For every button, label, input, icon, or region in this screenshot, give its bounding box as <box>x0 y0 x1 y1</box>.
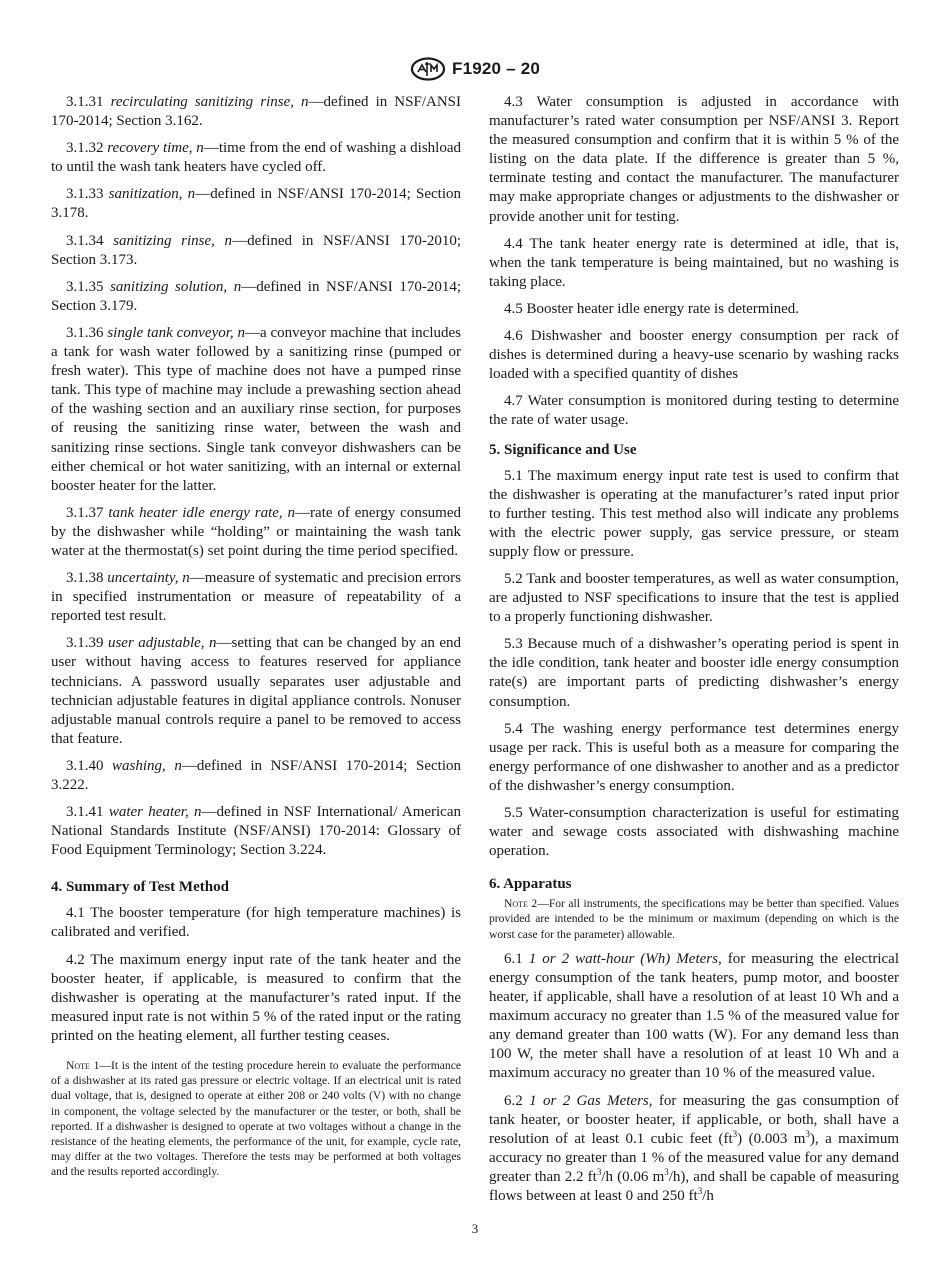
astm-logo-icon <box>410 57 446 81</box>
paragraph-4-1: 4.1 The booster temperature (for high temperature machines) is calibrated and verified. <box>51 905 461 941</box>
paragraph-3-1-31 <box>51 93 461 131</box>
paragraph-5-2: 5.2 Tank and booster temperatures, as well as water consumption, are adjusted to NSF specifications to insure that the test is applied to a properly functioning dishwasher. <box>489 570 899 626</box>
definition-text: —defined in NSF/ANSI 170-2014; Section 3.179. <box>51 278 461 314</box>
page-number: 3 <box>471 1221 479 1236</box>
right-column <box>489 93 899 1214</box>
defined-term: 1 or 2 Gas Meters, <box>529 1092 653 1109</box>
paragraph-number: 3.1.36 <box>66 324 104 341</box>
paragraph-4-7: 4.7 Water consumption is monitored during testing to determine the rate of water usage. <box>489 393 899 429</box>
definition-text: —measure of systematic and precision errors in specified instrumentation or measure of repeatability of a reported test result. <box>51 570 461 625</box>
paragraph-3-1-41 <box>51 803 461 860</box>
definition-text: —defined in NSF/ANSI 170-2014; Section 3.162. <box>51 94 461 130</box>
paragraph-3-1-34 <box>51 232 461 270</box>
definition-text: —a conveyor machine that includes a tank for wash water followed by a sanitizing rinse (pumped or fresh water). This type of machine does not have a pumped rinse tank. This type of machine may include a prewashing section ahead of the washing section and an auxiliary rinse section, for purposes of reusing the sanitizing rinse water, between the wash and sanitizing rinse sections. Single tank conveyor dishwashers can be either chemical or hot water sanitizing, with an internal or external booster heater for the latter. <box>51 324 461 494</box>
definition-text: —rate of energy consumed by the dishwasher while “holding” or maintaining the wash tank water at the thermostat(s) set point during the time period specified. <box>51 504 461 559</box>
paragraph-number: 3.1.32 <box>66 140 104 157</box>
paragraph-number: 3.1.40 <box>66 757 104 774</box>
paragraph-5-3: 5.3 Because much of a dishwasher’s operating period is spent in the idle condition, tank heater and booster idle energy consumption rate(s) are important parts of predicting dishwasher’s energy consumption. <box>489 636 899 710</box>
paragraph-3-1-33 <box>51 185 461 223</box>
defined-term: sanitizing rinse, n <box>113 232 233 249</box>
definition-text: —defined in NSF International/ American National Standards Institute (NSF/ANSI) 170-2014: Glossary of Food Equipment Terminology; Section 3.224. <box>51 804 461 859</box>
defined-term: single tank conveyor, n <box>107 324 245 341</box>
defined-term: recovery time, n <box>107 140 204 157</box>
note-1 <box>51 1058 461 1180</box>
paragraph-number: 3.1.35 <box>66 278 104 295</box>
paragraph-number: 3.1.33 <box>66 186 104 203</box>
paragraph-4-4: 4.4 The tank heater energy rate is determined at idle, that is, when the tank temperature is being maintained, but no washing is taking place. <box>489 235 899 290</box>
paragraph-3-1-39 <box>51 634 461 749</box>
paragraph-3-1-37 <box>51 504 461 561</box>
section-heading-4: 4. Summary of Test Method <box>51 879 229 896</box>
paragraph-4-3: 4.3 Water consumption is adjusted in accordance with manufacturer’s rated water consumption per NSF/ANSI 3. Report the measured consumption and confirm that it is within 5 % of the listing on the data plate. If the difference is greater than 5 %, terminate testing and contact the manufacturer. The manufacturer may make appropriate changes or adjustments to the dishwasher or provide another unit for testing. <box>489 94 899 225</box>
definition-text: —defined in NSF/ANSI 170-2014; Section 3.178. <box>51 186 461 222</box>
defined-term: user adjustable, n <box>107 635 217 652</box>
paragraph-5-1: 5.1 The maximum energy input rate test is used to confirm that the dishwasher is operating at the manufacturer’s rated input prior to further testing. This test method also will indicate any problems with the electric power supply, gas service pressure, or steam supply flow or pressure. <box>489 467 899 560</box>
section-heading-6: 6. Apparatus <box>489 876 572 893</box>
paragraph-3-1-36 <box>51 324 461 496</box>
paragraph-number: 3.1.37 <box>66 504 104 521</box>
paragraph-3-1-38 <box>51 569 461 626</box>
definition-text: for measuring the electrical energy consumption of the tank heaters, pump motor, and booster heater, if applicable, shall have a resolution of at least 10 Wh and a maximum accuracy no greater than 1.5 % of the measured value for any demand greater than 100 watts (W). For any demand less than 100 W, the meter shall have a resolution of at least 10 Wh and a maximum accuracy no greater than 10 % of the measured value. <box>489 950 899 1082</box>
paragraph-6-1 <box>489 950 899 1084</box>
defined-term: sanitizing solution, n <box>110 278 242 295</box>
paragraph-number: 6.2 <box>504 1092 523 1109</box>
definition-text: —defined in NSF/ANSI 170-2010; Section 3.173. <box>51 232 462 268</box>
defined-term: water heater, n <box>108 804 202 821</box>
paragraph-5-5: 5.5 Water-consumption characterization is useful for estimating water and sewage costs associated with dishwashing machine operation. <box>489 805 899 860</box>
note-2 <box>489 896 899 942</box>
section-heading-5: 5. Significance and Use <box>489 441 637 458</box>
superscript: 3 <box>664 1166 669 1177</box>
paragraph-3-1-40 <box>51 757 461 795</box>
defined-term: recirculating sanitizing rinse, n <box>110 94 309 110</box>
superscript: 3 <box>596 1166 602 1177</box>
defined-term: uncertainty, n <box>107 570 190 587</box>
paragraph-number: 3.1.34 <box>66 232 104 249</box>
superscript: 3 <box>732 1128 738 1139</box>
paragraph-number: 3.1.39 <box>66 635 104 652</box>
definition-text: —setting that can be changed by an end user without having access to features reserved for appliance technicians. A password usually separates user adjustable and technician adjustable features in digital appliance controls. Nonuser adjustable manual controls require a panel to be removed to access that feature. <box>51 635 461 747</box>
standard-designation: F1920 – 20 <box>451 59 540 78</box>
paragraph-4-6: 4.6 Dishwasher and booster energy consumption per rack of dishes is determined during a heavy-use scenario by washing racks loaded with a specified quantity of dishes <box>489 328 899 383</box>
paragraph-number: 3.1.38 <box>66 570 104 587</box>
note-text: —It is the intent of the testing procedure herein to evaluate the performance of a dishwasher at its rated gas pressure or electric voltage. If an electrical unit is rated dual voltage, that is, designed to operate at either 208 or 240 volts (V) with no change in component, the voltage selected by the manufacturer or the tester, or both, shall be reported. If a dishwasher is designed to operate at two voltages without a change in the resistance of the heating elements, the performance of the unit, for example, cycle rate, may differ at the two voltages. Therefore the tests may be performed at both voltages and the results reported accordingly. <box>51 1059 461 1179</box>
note-label: Note 1 <box>66 1059 100 1073</box>
paragraph-number: 6.1 <box>504 950 523 967</box>
superscript: 3 <box>805 1128 810 1139</box>
defined-term: 1 or 2 watt-hour (Wh) Meters, <box>528 950 722 967</box>
definition-text: —defined in NSF/ANSI 170-2014; Section 3.222. <box>51 757 462 793</box>
left-column <box>51 93 461 1188</box>
paragraph-4-5: 4.5 Booster heater idle energy rate is determined. <box>504 300 800 317</box>
note-text: —For all instruments, the specifications may be better than specified. Values provided are intended to be the minimum or maximum (depending on which is the worst case for the parameter) allowable. <box>489 897 899 941</box>
paragraph-3-1-35 <box>51 278 461 316</box>
paragraph-number: 3.1.41 <box>66 804 104 821</box>
text-segment: /h <box>702 1188 714 1205</box>
text-segment: ), a maximum accuracy no greater than 1 % of the measured value for any demand greater than 2.2 ft <box>489 1130 900 1185</box>
definition-text: —time from the end of washing a dishload to until the wash tank heaters have cycled off. <box>51 140 462 176</box>
note-label: Note 2 <box>504 897 538 911</box>
paragraph-6-2 <box>489 1092 899 1207</box>
text-segment: ) (0.003 m <box>737 1130 806 1147</box>
text-segment: /h), and shall be capable of measuring flows between at least 0 and 250 ft <box>489 1168 899 1205</box>
paragraph-4-2: 4.2 The maximum energy input rate of the tank heater and the booster heater, if applicable, is measured to confirm that the dishwasher is operating at the manufacturer’s rated input. If the measured input rate is not within 5 % of the rated input or the rating printed on the heating element, all further testing ceases. <box>51 951 461 1044</box>
page-header <box>0 56 950 82</box>
text-segment: /h (0.06 m <box>601 1168 665 1185</box>
paragraph-3-1-32 <box>51 139 461 177</box>
paragraph-number: 3.1.31 <box>66 94 104 110</box>
superscript: 3 <box>697 1186 703 1197</box>
paragraph-5-4: 5.4 The washing energy performance test determines energy usage per rack. This is useful both as a measure for comparing the energy performance of one dishwasher to another and as a predictor of the dishwasher’s energy consumption. <box>489 720 899 794</box>
defined-term: sanitization, n <box>108 186 196 203</box>
defined-term: tank heater idle energy rate, n <box>108 504 296 521</box>
defined-term: washing, n <box>112 757 182 774</box>
text-segment: for measuring the gas consumption of tank heater, or booster heater, if applicable, or both, shall have a resolution of at least 0.1 cubic feet (ft <box>489 1092 900 1147</box>
